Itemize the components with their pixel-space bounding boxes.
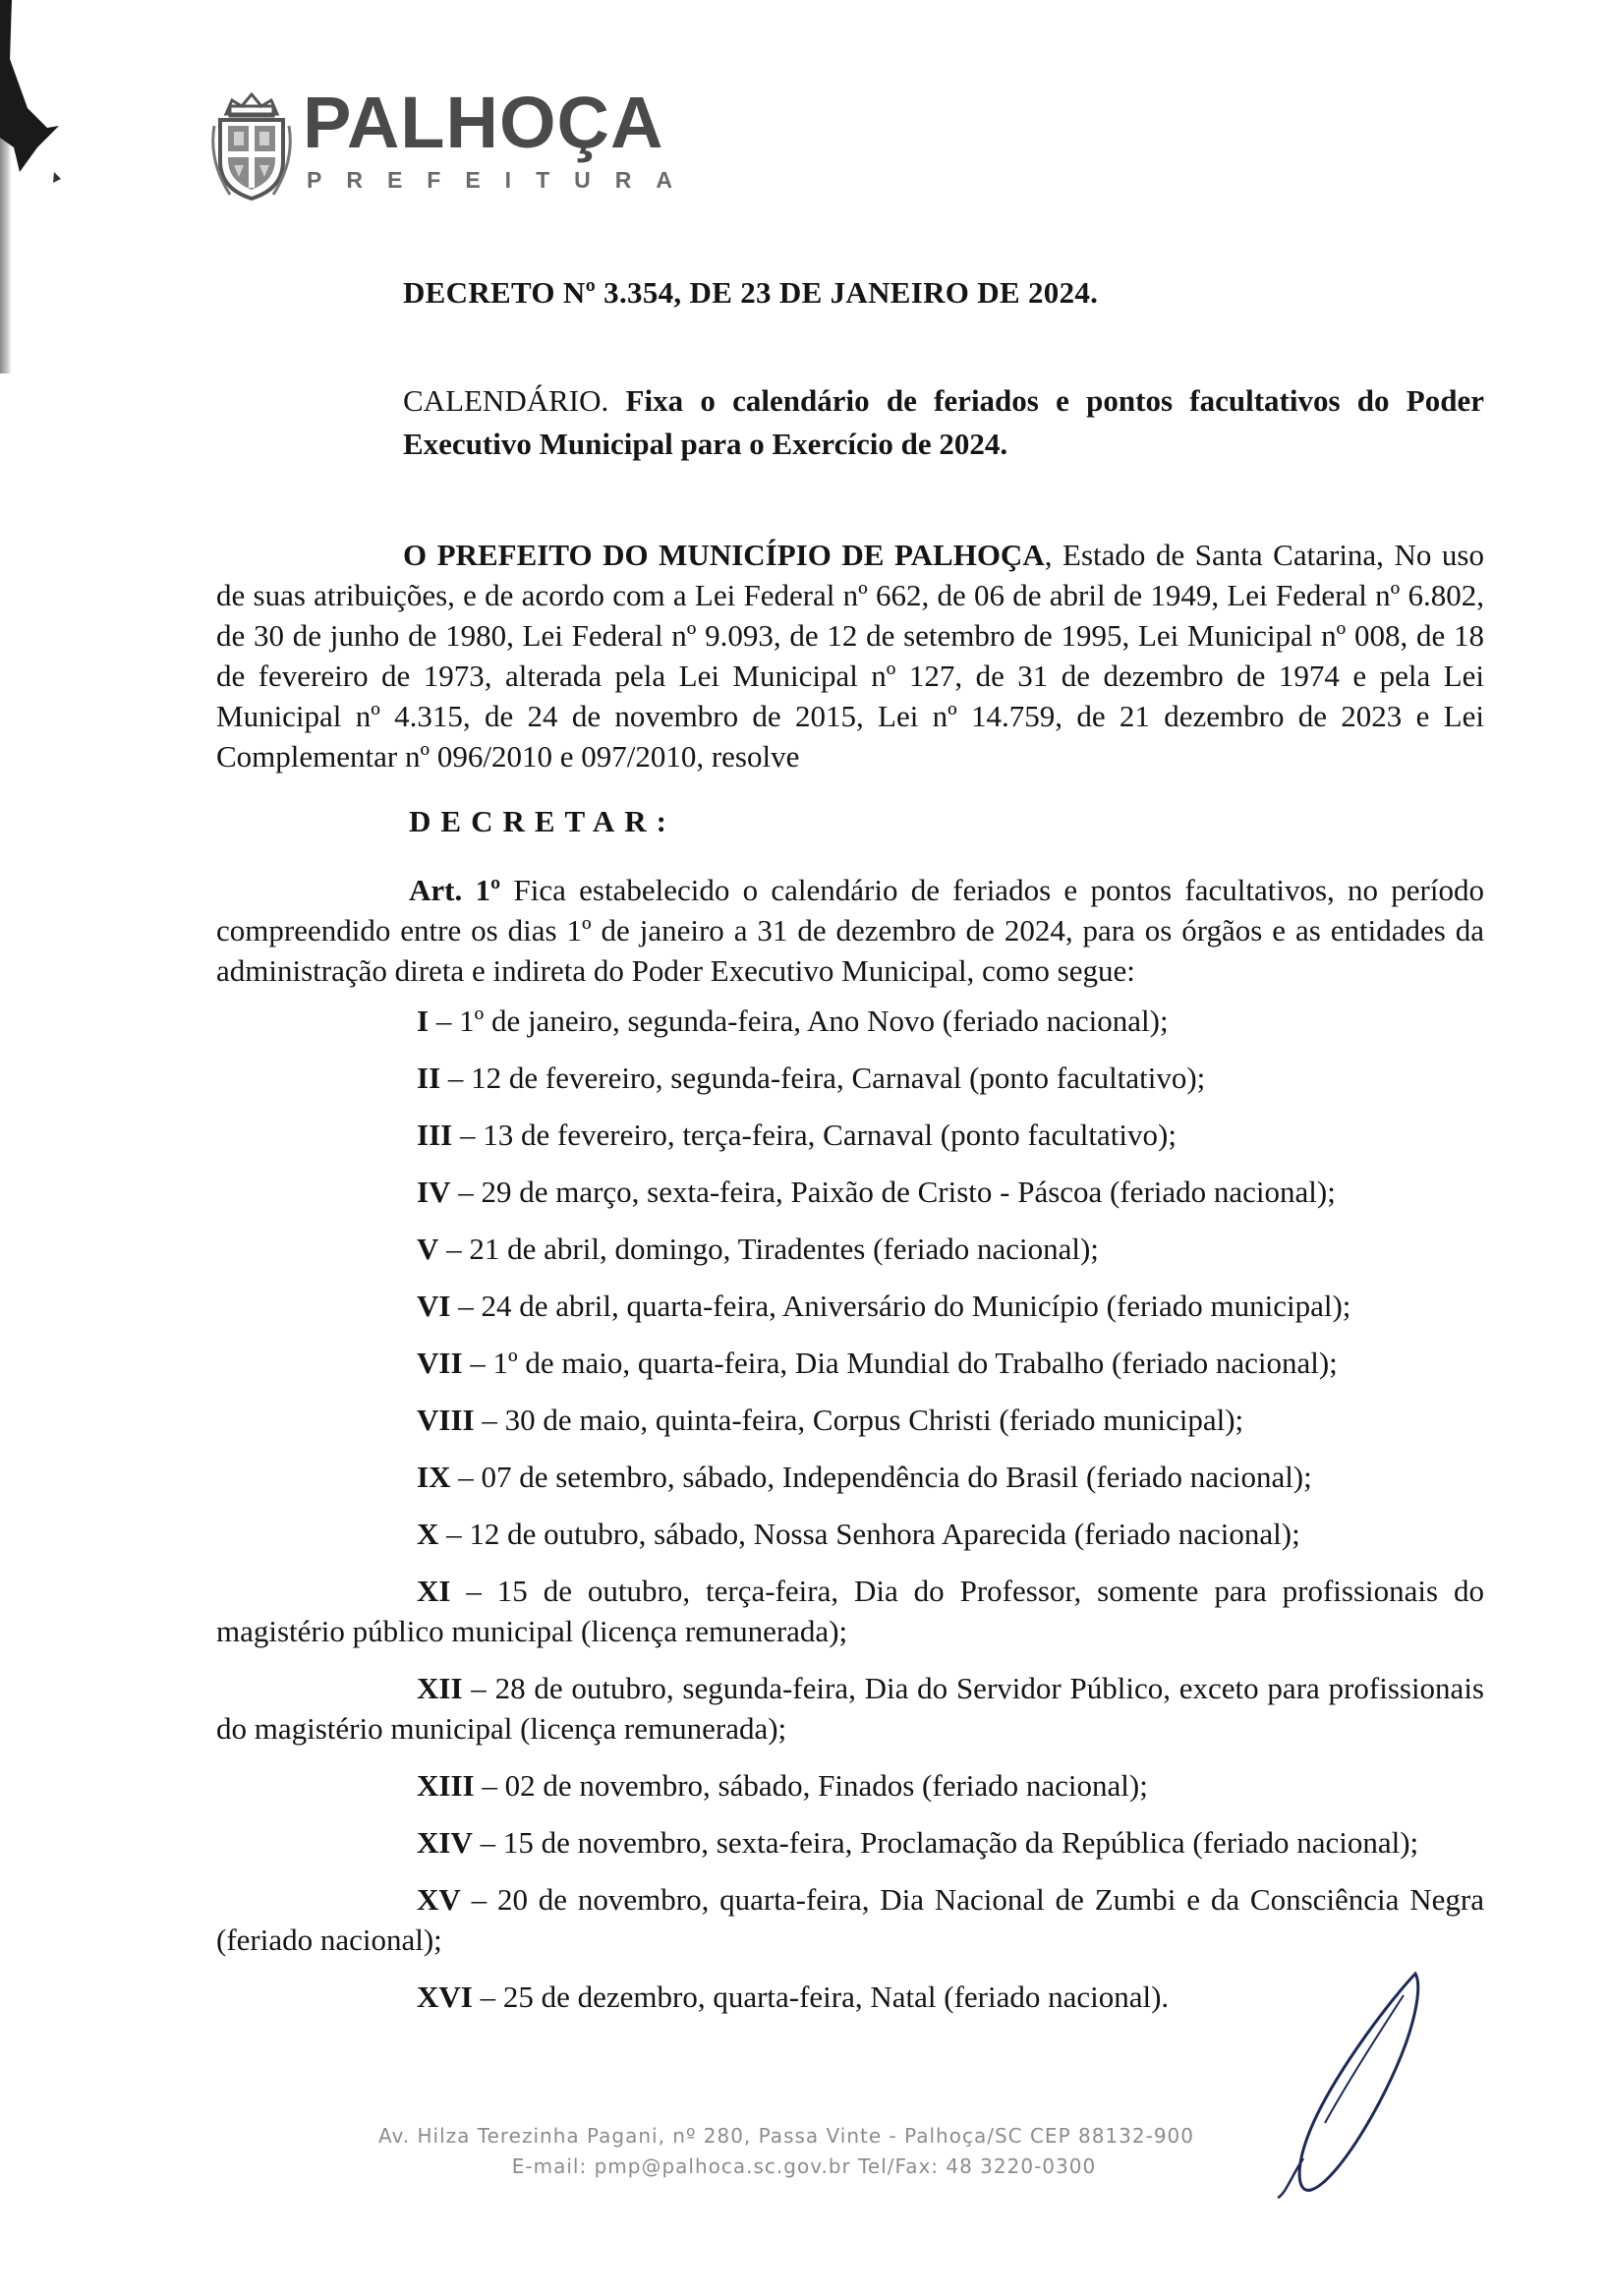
item-number: II [417,1061,441,1095]
list-item [216,1400,1484,1440]
list-item [216,1001,1484,1041]
item-number: VI [417,1289,451,1323]
list-item [216,1229,1484,1269]
item-text: – 1º de janeiro, segunda-feira, Ano Novo (feriado nacional); [429,1004,1169,1038]
item-number: XIII [417,1768,475,1803]
item-text: – 20 de novembro, quarta-feira, Dia Nacional de Zumbi e da Consciência Negra (feriado nacional); [216,1882,1484,1957]
item-text: – 28 de outubro, segunda-feira, Dia do Servidor Público, exceto para profissionais do magistério municipal (licença remunerada); [216,1671,1484,1746]
list-item [216,1457,1484,1497]
item-text: – 12 de fevereiro, segunda-feira, Carnaval (ponto facultativo); [440,1061,1206,1095]
item-text: – 15 de novembro, sexta-feira, Proclamação da República (feriado nacional); [472,1825,1419,1860]
item-number: III [417,1118,453,1152]
ementa-text: Fixa o calendário de feriados e pontos facultativos do Poder Executivo Municipal para o Exercício de 2024. [403,383,1484,461]
item-number: XVI [417,1980,473,2014]
item-number: X [417,1517,439,1551]
item-text: – 29 de março, sexta-feira, Paixão de Cristo - Páscoa (feriado nacional); [450,1175,1336,1209]
article-1-label: Art. 1º [409,873,501,907]
item-text: – 24 de abril, quarta-feira, Aniversário do Município (feriado municipal); [450,1289,1351,1323]
item-text: – 02 de novembro, sábado, Finados (feriado nacional); [474,1768,1148,1803]
list-item [216,1765,1484,1806]
list-item [216,1343,1484,1383]
list-item [216,1115,1484,1155]
list-item [216,1571,1484,1651]
list-item [216,1172,1484,1212]
item-text: – 15 de outubro, terça-feira, Dia do Professor, somente para profissionais do magistério público municipal (licença remunerada); [216,1574,1484,1648]
item-text: – 30 de maio, quinta-feira, Corpus Christi (feriado municipal); [474,1403,1244,1437]
item-number: IV [417,1175,451,1209]
decree-title: DECRETO Nº 3.354, DE 23 DE JANEIRO DE 2024. [403,275,1099,310]
list-item [216,1879,1484,1960]
logo-name: PALHOÇA [303,82,664,163]
page-footer [0,2121,1608,2182]
item-number: XIV [417,1825,473,1860]
holiday-list [216,1001,1484,2034]
coat-of-arms-icon [208,92,295,202]
item-number: XV [417,1882,461,1917]
palhoca-logo [208,82,697,214]
item-number: I [417,1004,430,1038]
list-item [216,1668,1484,1749]
item-number: IX [417,1460,451,1494]
decretar-heading: DECRETAR: [409,804,676,838]
item-text: – 21 de abril, domingo, Tiradentes (feriado nacional); [438,1232,1099,1266]
item-text: – 25 de dezembro, quarta-feira, Natal (feriado nacional). [472,1980,1170,2014]
preamble-authority: O PREFEITO DO MUNICÍPIO DE PALHOÇA [403,538,1045,572]
logo-subtitle: PREFEITURA [307,167,697,193]
item-text: – 13 de fevereiro, terça-feira, Carnaval (ponto facultativo); [452,1118,1177,1152]
item-number: XI [417,1574,451,1608]
list-item [216,1286,1484,1326]
item-number: V [417,1232,439,1266]
torn-corner-mark [0,0,69,197]
item-text: – 12 de outubro, sábado, Nossa Senhora Aparecida (feriado nacional); [438,1517,1300,1551]
list-item [216,1514,1484,1554]
item-number: VIII [417,1403,475,1437]
preamble-text: , Estado de Santa Catarina, No uso de suas atribuições, e de acordo com a Lei Federal nº 662, de 06 de abril de 1949, Lei Federal nº 6.802, de 30 de junho de 1980, Lei Federal nº 9.093, de 12 de setembro de 1995, Lei Municipal nº 008, de 18 de fevereiro de 1973, alterada pela Lei Municipal nº 127, de 31 de dezembro de 1974 e pela Lei Municipal nº 4.315, de 24 de novembro de 2015, Lei nº 14.759, de 21 dezembro de 2023 e Lei Complementar nº 096/2010 e 097/2010, resolve [216,538,1484,774]
decree-preamble [216,535,1484,776]
footer-contact: E-mail: pmp@palhoca.sc.gov.br Tel/Fax: 48 3220-0300 [511,2154,1097,2178]
item-number: VII [417,1346,463,1380]
article-1 [216,870,1484,991]
footer-address: Av. Hilza Terezinha Pagani, nº 280, Passa Vinte - Palhoça/SC CEP 88132-900 [377,2124,1194,2148]
item-text: – 07 de setembro, sábado, Independência do Brasil (feriado nacional); [450,1460,1312,1494]
item-text: – 1º de maio, quarta-feira, Dia Mundial do Trabalho (feriado nacional); [462,1346,1338,1380]
list-item [216,1822,1484,1863]
list-item [216,1058,1484,1098]
article-1-text: Fica estabelecido o calendário de feriados e pontos facultativos, no período compreendido entre os dias 1º de janeiro a 31 de dezembro de 2024, para os órgãos e as entidades da administração direta e indireta do Poder Executivo Municipal, como segue: [216,873,1484,988]
item-number: XII [417,1671,463,1705]
ementa-label: CALENDÁRIO. [403,383,609,418]
decree-ementa [403,379,1484,466]
